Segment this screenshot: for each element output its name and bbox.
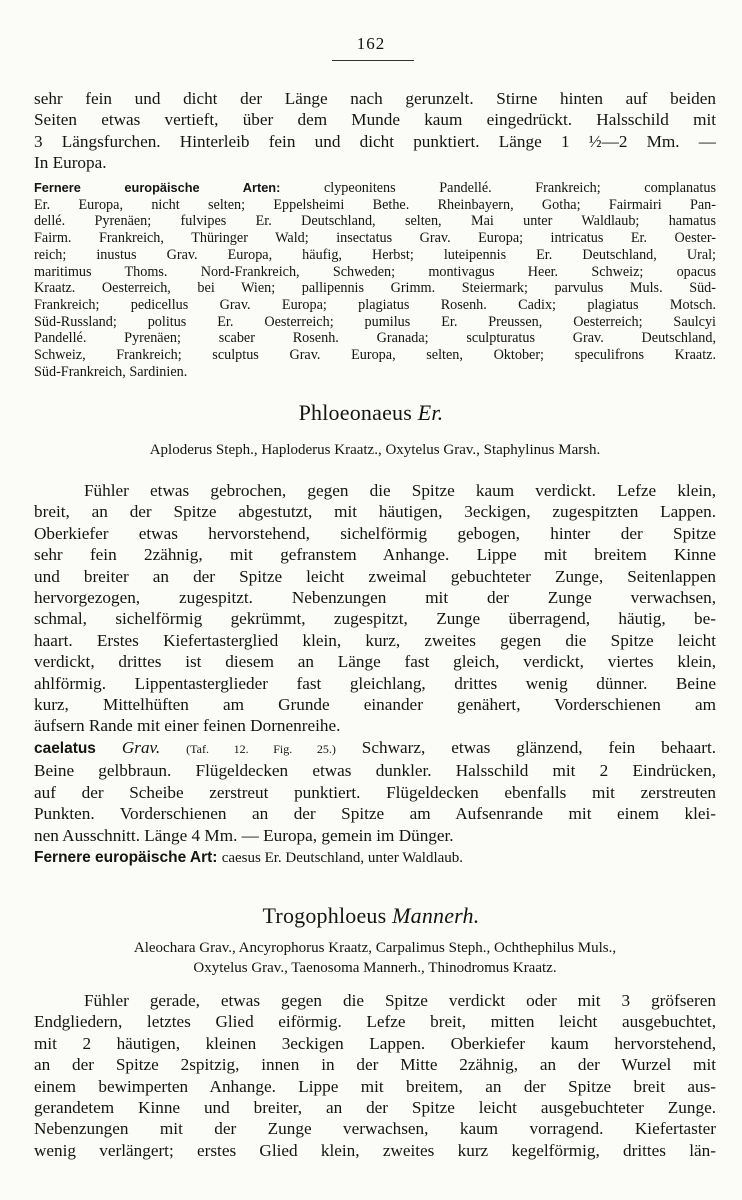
further-species-line: Fernere europäische Art: caesus Er. Deutschland, unter Waldlaub. bbox=[34, 848, 464, 866]
text-line: Beine gelbbraun. Flügeldecken etwas dunkler. Halsschild mit 2 Eindrücken, bbox=[34, 761, 716, 781]
list-line: reich; inustus Grav. Europa, häufig, Herbst; luteipennis Er. Deutschland, Ural; bbox=[34, 246, 716, 263]
text-line: wenig verlängert; erstes Glied klein, zweites kurz kegelförmig, drittes län- bbox=[34, 1140, 716, 1160]
text-line: an der Spitze 2spitzig, innen in der Mitte 2zähnig, an der Wurzel mit bbox=[34, 1055, 716, 1075]
further-species-list bbox=[34, 180, 716, 380]
text-line: schmal, sichelförmig gekrümmt, zugespitzt, Zunge überragend, häutig, be- bbox=[34, 609, 716, 629]
text-line: Seiten etwas vertieft, über dem Munde kaum eingedrückt. Halsschild mit bbox=[34, 110, 716, 130]
figure-reference: (Taf. 12. Fig. 25.) bbox=[186, 741, 336, 756]
text-line: gerandetem Kinne und breiter, an der Spitze leicht ausgebuchteter Zunge. bbox=[34, 1098, 716, 1118]
list-line: Schweiz, Frankreich; sculptus Grav. Europa, selten, Oktober; speculifrons Kraatz. bbox=[34, 347, 716, 364]
page-number: 162 bbox=[356, 34, 386, 53]
genus-description bbox=[34, 480, 716, 869]
text-line: äufsern Rande mit einer feinen Dornenreihe. bbox=[34, 716, 341, 736]
text-line: kurz, Mittelhüften am Grunde einander genähert, Vorderschienen am bbox=[34, 695, 716, 715]
text-line: sehr fein 2zähnig, mit gefranstem Anhange. Lippe mit breitem Kinne bbox=[34, 545, 716, 565]
species-entry-caelatus: caelatus Grav. (Taf. 12. Fig. 25.) Schwarz, etwas glänzend, fein behaart. bbox=[34, 737, 717, 757]
species-author: Grav. bbox=[121, 737, 161, 757]
text-line: nen Ausschnitt. Länge 4 Mm. — Europa, gemein im Dünger. bbox=[34, 825, 454, 845]
list-line: dellé. Pyrenäen; fulvipes Er. Deutschland, selten, Mai unter Waldlaub; hamatus bbox=[34, 213, 716, 230]
text-line: Oberkiefer etwas hervorstehend, sichelförmig gebogen, hinter der Spitze bbox=[34, 523, 716, 543]
text-line: auf der Scheibe zerstreut punktiert. Flügeldecken ebenfalls mit zerstreuten bbox=[34, 782, 716, 802]
text-line: Endgliedern, letztes Glied eiförmig. Lefze breit, mitten leicht ausgebuchtet, bbox=[34, 1012, 716, 1032]
text-line: mit 2 häutigen, kleinen 3eckigen Lappen. Oberkiefer kaum hervorstehend, bbox=[34, 1033, 716, 1053]
list-line: Pandellé. Pyrenäen; scaber Rosenh. Granada; sculpturatus Grav. Deutschland, bbox=[34, 330, 716, 347]
text-line: verdickt, drittes ist diesem an Länge fast gleich, verdickt, viertes klein, bbox=[34, 652, 716, 672]
page-number-rule bbox=[332, 60, 414, 61]
text-line: haart. Erstes Kiefertasterglied klein, kurz, zweites gegen die Spitze leicht bbox=[34, 630, 716, 650]
text-line: einem bewimperten Anhange. Lippe mit breitem, an der Spitze breit aus- bbox=[34, 1076, 716, 1096]
text-line: und breiter an der Spitze leicht zweimal gebuchteter Zunge, Seitenlappen bbox=[34, 566, 716, 586]
synonym-line: Oxytelus Grav., Taenosoma Mannerh., Thinodromus Kraatz. bbox=[193, 960, 557, 976]
genus-description bbox=[34, 990, 716, 1161]
list-line: Fernere europäische Arten: clypeonitens Pandellé. Frankreich; complanatus bbox=[34, 180, 716, 196]
genus-name: Trogophloeus bbox=[262, 903, 387, 928]
list-line: Er. Europa, nicht selten; Eppelsheimi Bethe. Rheinbayern, Gotha; Fairmairi Pan- bbox=[34, 196, 716, 213]
text-line: ahlförmig. Lippentasterglieder fast gleichlang, drittes wenig dünner. Beine bbox=[34, 673, 716, 693]
text-line: In Europa. bbox=[34, 153, 107, 173]
further-species-label: Fernere europäische Art: bbox=[34, 848, 218, 866]
genus-name: Phloeonaeus bbox=[298, 400, 413, 425]
list-line: Fairm. Frankreich, Thüringer Wald; insectatus Grav. Europa; intricatus Er. Oester- bbox=[34, 230, 716, 247]
text-line: sehr fein und dicht der Länge nach gerunzelt. Stirne hinten auf beiden bbox=[34, 89, 716, 108]
list-line: Kraatz. Oesterreich, bei Wien; pallipennis Grimm. Steiermark; parvulus Muls. Süd- bbox=[34, 280, 716, 297]
genus-heading-trogophloeus bbox=[0, 903, 742, 929]
genus-author: Mannerh. bbox=[392, 903, 480, 928]
genus-heading-phloeonaeus bbox=[0, 400, 742, 426]
list-line: Süd-Russland; politus Er. Oesterreich; pumilus Er. Preussen, Oesterreich; Saulcyi bbox=[34, 313, 716, 330]
text-line: Fühler gerade, etwas gegen die Spitze verdickt oder mit 3 gröfseren bbox=[84, 991, 716, 1010]
genus-author: Er. bbox=[417, 400, 444, 425]
genus-synonyms bbox=[34, 938, 716, 978]
list-line: Süd-Frankreich, Sardinien. bbox=[34, 363, 188, 380]
species-name: caelatus bbox=[34, 739, 96, 757]
list-line: maritimus Thoms. Nord-Frankreich, Schweden; montivagus Heer. Schweiz; opacus bbox=[34, 263, 716, 280]
text-line: Nebenzungen mit der Zunge verwachsen, kaum vorragend. Kiefertaster bbox=[34, 1119, 716, 1139]
intro-paragraph bbox=[34, 88, 716, 174]
further-species-label: Fernere europäische Arten: bbox=[34, 180, 281, 195]
text-line: 3 Längsfurchen. Hinterleib fein und dicht punktiert. Länge 1 ½—2 Mm. — bbox=[34, 131, 716, 151]
text-line: Fühler etwas gebrochen, gegen die Spitze kaum verdickt. Lefze klein, bbox=[84, 481, 716, 500]
genus-synonyms: Aploderus Steph., Haploderus Kraatz., Oxytelus Grav., Staphylinus Marsh. bbox=[149, 442, 601, 458]
synonym-line: Aleochara Grav., Ancyrophorus Kraatz, Carpalimus Steph., Ochthephilus Muls., bbox=[133, 940, 617, 956]
list-line: Frankreich; pedicellus Grav. Europa; plagiatus Rosenh. Cadix; plagiatus Motsch. bbox=[34, 296, 716, 313]
text-line: hervorgezogen, zugespitzt. Nebenzungen mit der Zunge verwachsen, bbox=[34, 588, 716, 608]
text-line: Punkten. Vorderschienen an der Spitze am Aufsenrande mit einem klei- bbox=[34, 804, 716, 824]
text-line: breit, an der Spitze abgestutzt, mit häutigen, 3eckigen, zugespitzten Lappen. bbox=[34, 502, 716, 522]
